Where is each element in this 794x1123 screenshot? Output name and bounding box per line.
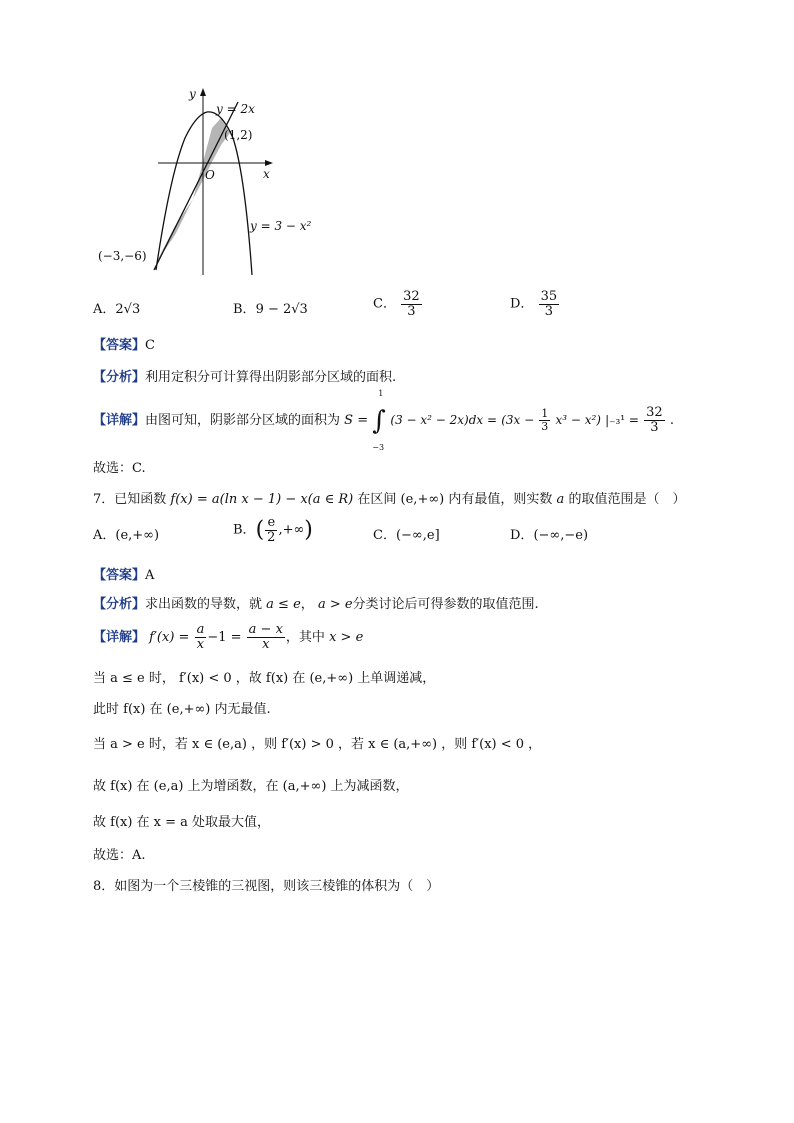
analysis-tag: 【分析】 [93,370,146,385]
q6-detail [93,388,674,452]
integral-sign [372,388,386,452]
fraction: $\frac{a}{x}$ [196,622,205,652]
detail-tag: 【详解】 [93,630,146,645]
q7-stem [93,488,685,507]
derivative-mid: −1 = [207,630,242,645]
q7-detail [93,620,363,656]
option-letter: A． [93,302,116,317]
q7-line-5: 故 f(x) 在 x = a 处取最大值， [93,815,271,830]
y-axis-arrow-icon [200,88,206,96]
option-text: (−∞,e] [395,528,440,543]
option-letter: B． [233,302,256,317]
answer-text: C [145,338,155,353]
q7-options [93,516,653,552]
fraction: $\frac{35}{3}$ [540,289,558,319]
q7-stem-c: 内有最值，则实数 [448,492,553,507]
option-text: ,+∞ [278,522,305,538]
paren-open: ( [255,517,265,543]
line-label: y = 2x [216,102,255,116]
q7-variable: a [556,492,565,507]
integral-lower: −3 [372,442,385,452]
q7-answer [93,564,154,583]
point-label-top: (1,2) [224,128,253,142]
derivative-lhs: f′(x) = [149,630,190,645]
q7-line-2: 此时 f(x) 在 (e,+∞) 内无最值. [93,702,271,717]
derivative-tail: ，其中 [285,630,325,645]
antiderivative-a: (3x − [501,413,535,427]
eval-bar: |₋₃¹ = [605,413,639,427]
option-letter: D． [510,528,534,543]
fraction: $\frac{1}{3}$ [541,407,549,433]
area-graph [90,80,340,280]
q7-stem-a: 7．已知函数 [93,492,167,507]
q6-analysis [93,366,396,385]
option-text: 9 − 2√3 [255,302,308,317]
parabola-label: y = 3 − x² [250,219,312,233]
q6-answer [93,334,155,353]
q7-option-a[interactable] [93,524,159,543]
q6-options [93,290,653,326]
analysis-tail: 分类讨论后可得参数的取值范围. [352,597,539,612]
q7-line-4: 故 f(x) 在 (e,a) 上为增函数，在 (a,+∞) 上为减函数， [93,779,409,794]
derivative-cond: x > e [329,630,364,645]
condition-1: a ≤ e [266,597,301,612]
q7-option-b[interactable] [233,516,313,544]
answer-tag: 【答案】 [93,338,146,353]
option-text: (−∞,−e) [533,528,589,543]
answer-text: A [145,568,155,583]
fraction: $\frac{32}{3}$ [403,289,420,319]
q7-stem-d: 的取值范围是（ ） [568,492,686,507]
q6-option-b[interactable] [233,298,308,317]
option-letter: B． [233,522,256,538]
result-fraction: $\frac{32}{3}$ [646,405,663,435]
integrand: (3 − x² − 2x)dx = [390,413,498,427]
q7-line-6: 故选：A. [93,848,146,863]
option-letter: C． [373,528,396,543]
x-axis-arrow-icon [265,160,273,166]
analysis-text: 利用定积分可计算得出阴影部分区域的面积. [145,370,397,385]
detail-tag: 【详解】 [93,413,146,428]
option-letter: D． [510,296,534,312]
option-text: 2√3 [115,302,141,317]
q7-option-d[interactable] [510,524,588,543]
integral-upper: 1 [378,388,384,398]
y-axis-label: y [189,87,196,101]
option-letter: C． [373,296,396,312]
analysis-sep: ， [300,597,314,612]
q7-interval: (e,+∞) [400,492,445,507]
q6-option-c[interactable] [373,290,423,318]
analysis-tag: 【分析】 [93,597,146,612]
point-label-bottom: (−3,−6) [98,249,147,263]
fraction: $\frac{e}{2}$ [267,515,276,545]
x-axis-label: x [263,167,270,181]
fraction: $\frac{a - x}{x}$ [248,622,283,652]
origin-label: O [205,168,215,182]
q7-line-3: 当 a > e 时，若 x ∈ (e,a) ，则 f′(x) > 0 ，若 x ∈ (a,+∞) ，则 f′(x) < 0 ， [93,737,542,752]
detail-end: . [669,413,674,428]
integral-glyph-icon: ∫ [372,405,386,436]
q8-stem: 8．如图为一个三棱锥的三视图，则该三棱锥的体积为（ ） [93,879,440,894]
answer-tag: 【答案】 [93,568,146,583]
condition-2: a > e [317,597,353,612]
q7-option-c[interactable] [373,524,440,543]
antiderivative-b: x³ − x²) [555,413,601,427]
q7-line-1: 当 a ≤ e 时， f′(x) < 0 ，故 f(x) 在 (e,+∞) 上单调递减， [93,671,436,686]
option-letter: A． [93,528,116,543]
option-text: (e,+∞) [115,528,160,543]
detail-text: 由图可知，阴影部分区域的面积为 [145,413,341,428]
q7-analysis [93,593,539,612]
q6-option-a[interactable] [93,298,140,317]
analysis-text: 求出函数的导数，就 [145,597,263,612]
q6-option-d[interactable] [510,290,560,318]
q7-stem-b: 在区间 [357,492,397,507]
q6-choose: 故选：C. [93,461,146,476]
q7-function: f(x) = a(ln x − 1) − x(a ∈ R) [170,492,354,507]
paren-close: ) [304,517,313,543]
formula-lhs: S = [344,413,369,428]
